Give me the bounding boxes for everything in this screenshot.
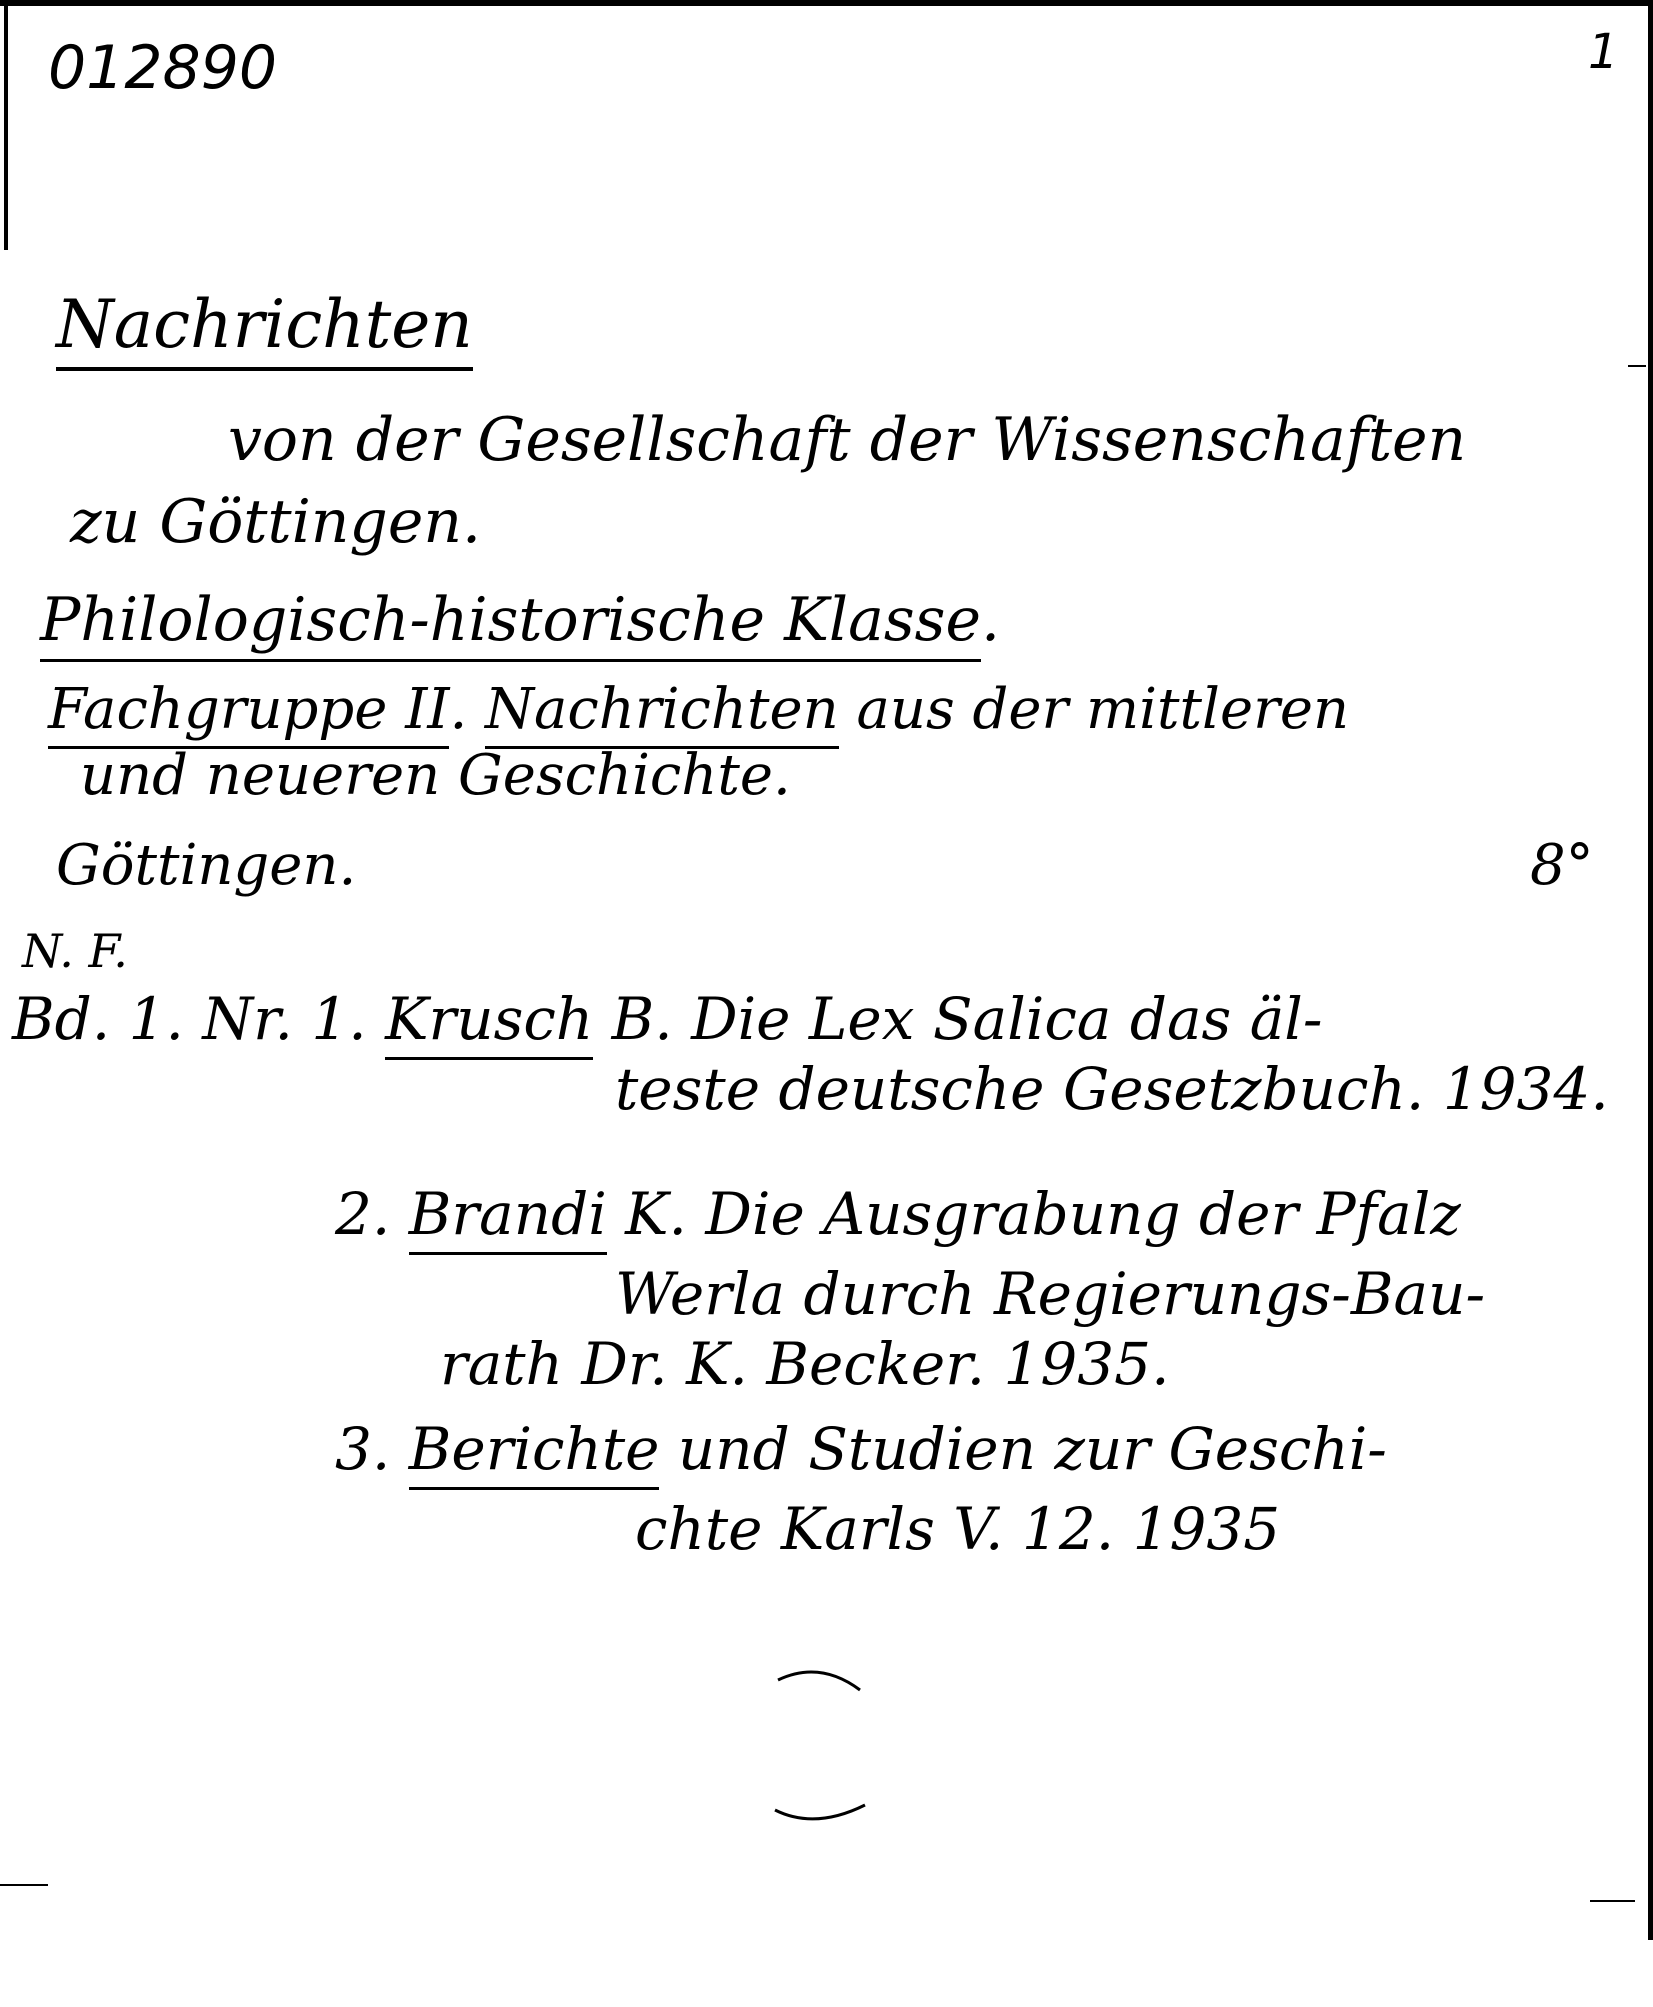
entry-3-author: Berichte [409, 1415, 660, 1490]
place: Göttingen. [56, 833, 357, 898]
entry-2-rest: K. Die Ausgrabung der Pfalz [606, 1180, 1461, 1248]
format: 8° [1530, 833, 1594, 898]
card-page-number: 1 [1588, 24, 1619, 80]
klasse-end: . [980, 585, 1001, 655]
bottom-right-mark [1590, 1900, 1635, 1902]
entry-3-number: 3. [335, 1415, 391, 1483]
fachgruppe-label: Fachgruppe II [48, 677, 449, 749]
entry-1-rest: B. Die Lex Salica das äl- [593, 985, 1323, 1053]
fachgruppe-rest-2: aus der mittleren [838, 677, 1350, 742]
fachgruppe-line-2: und neueren Geschichte. [80, 743, 791, 808]
entry-1-line-1 [12, 985, 1323, 1053]
card-number: 012890 [48, 33, 278, 103]
card-left-edge [4, 0, 8, 250]
right-margin-mark [1628, 365, 1646, 367]
entry-1-prefix: Bd. 1. Nr. 1. [12, 985, 367, 1053]
entry-2-author: Brandi [409, 1180, 607, 1255]
fachgruppe-rest-1: . [449, 677, 486, 742]
entry-3-line-1 [335, 1415, 1387, 1483]
entry-3-line-2: chte Karls V. 12. 1935 [635, 1495, 1281, 1563]
series: N. F. [22, 924, 128, 978]
subtitle-line-1: von der Gesellschaft der Wissenschaften [228, 405, 1467, 475]
fachgruppe-nachrichten: Nachrichten [485, 677, 839, 749]
entry-3-rest: und Studien zur Geschi- [659, 1415, 1387, 1483]
entry-2-line-3: rath Dr. K. Becker. 1935. [440, 1330, 1170, 1398]
punch-hole-marks [770, 1660, 880, 1830]
entry-2-line-1 [335, 1180, 1461, 1248]
entry-1-line-2: teste deutsche Gesetzbuch. 1934. [615, 1055, 1609, 1123]
card-right-edge [1648, 0, 1653, 1940]
title-text: Nachrichten [56, 286, 473, 371]
entry-1-author: Krusch [385, 985, 593, 1060]
title [56, 286, 473, 363]
card-top-edge [0, 0, 1653, 6]
fachgruppe-line-1 [48, 677, 1350, 742]
entry-2-line-2: Werla durch Regierungs-Bau- [615, 1260, 1486, 1328]
klasse-text: Philologisch-historische Klasse [40, 585, 981, 662]
klasse-line [40, 585, 1001, 655]
entry-2-number: 2. [335, 1180, 391, 1248]
subtitle-line-2: zu Göttingen. [70, 487, 482, 557]
bottom-left-mark [0, 1884, 48, 1886]
